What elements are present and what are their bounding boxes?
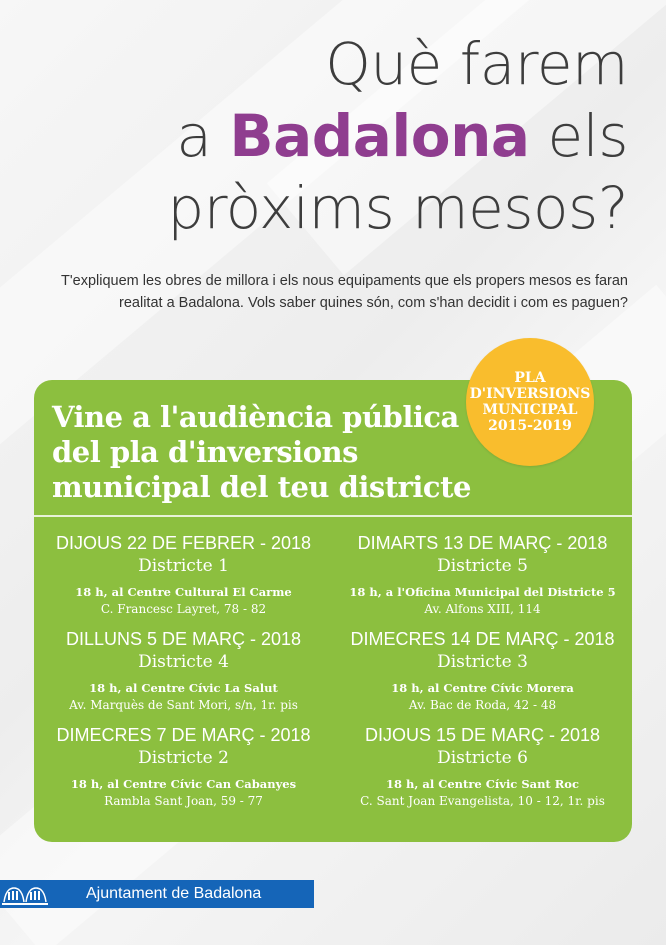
panel-heading-line: Vine a l'audiència pública xyxy=(52,400,459,434)
event-district: Districte 2 xyxy=(138,748,229,768)
footer-label: Ajuntament de Badalona xyxy=(86,885,262,902)
badge-line: 2015-2019 xyxy=(488,418,572,434)
headline-line-2-post: els xyxy=(529,102,628,170)
panel-heading-line: del pla d'inversions xyxy=(52,435,358,469)
event-item xyxy=(34,724,333,810)
headline-highlight: Badalona xyxy=(229,102,530,170)
event-district: Districte 6 xyxy=(437,748,528,768)
event-item xyxy=(333,628,632,714)
event-address: C. Sant Joan Evangelista, 10 - 12, 1r. pis xyxy=(360,794,605,808)
event-date: DIMECRES 7 DE MARÇ - 2018 xyxy=(56,725,311,745)
event-date: DIMARTS 13 DE MARÇ - 2018 xyxy=(357,533,608,553)
event-date: DIJOUS 15 DE MARÇ - 2018 xyxy=(364,725,601,745)
event-place: 18 h, al Centre Cultural El Carme xyxy=(75,585,292,599)
event-date: DILLUNS 5 DE MARÇ - 2018 xyxy=(65,629,302,649)
event-place: 18 h, al Centre Cívic Sant Roc xyxy=(386,777,579,791)
badge-line: MUNICIPAL xyxy=(482,402,578,418)
event-place: 18 h, al Centre Cívic Can Cabanyes xyxy=(70,777,297,791)
event-district: Districte 4 xyxy=(138,652,229,672)
event-place: 18 h, a l'Oficina Municipal del Districte 5 xyxy=(349,585,616,599)
headline-line-3: pròxims mesos? xyxy=(167,174,628,242)
headline-line-2-pre: a xyxy=(176,102,230,170)
headline-line-1: Què farem xyxy=(325,30,628,98)
event-item xyxy=(34,532,333,618)
event-address: Av. Bac de Roda, 42 - 48 xyxy=(408,698,557,712)
event-address: Av. Marquès de Sant Mori, s/n, 1r. pis xyxy=(69,698,298,712)
badge-line: PLA xyxy=(514,370,546,386)
headline-line-2 xyxy=(167,100,628,172)
plan-badge xyxy=(466,338,594,466)
event-date: DIMECRES 14 DE MARÇ - 2018 xyxy=(350,629,615,649)
event-address: C. Francesc Layret, 78 - 82 xyxy=(100,602,267,616)
event-item xyxy=(333,532,632,618)
intro-text: T'expliquem les obres de millora i els nous equipaments que els propers mesos es faran realitat a Badalona. Vols saber quines són, com s'han decidit i com es paguen? xyxy=(61,273,628,311)
event-item xyxy=(34,628,333,714)
event-address: Rambla Sant Joan, 59 - 77 xyxy=(104,794,263,808)
event-district: Districte 1 xyxy=(138,556,229,576)
event-district: Districte 3 xyxy=(437,652,528,672)
events-grid xyxy=(34,532,632,810)
badalona-crest-icon xyxy=(0,880,50,908)
event-place: 18 h, al Centre Cívic Morera xyxy=(391,681,574,695)
event-date: DIJOUS 22 DE FEBRER - 2018 xyxy=(55,533,312,553)
event-place: 18 h, al Centre Cívic La Salut xyxy=(89,681,278,695)
event-item xyxy=(333,724,632,810)
badge-line: D'INVERSIONS xyxy=(469,386,591,402)
event-district: Districte 5 xyxy=(437,556,528,576)
headline xyxy=(167,28,628,244)
event-address: Av. Alfons XIII, 114 xyxy=(424,602,541,616)
panel-heading-line: municipal del teu districte xyxy=(52,470,471,504)
